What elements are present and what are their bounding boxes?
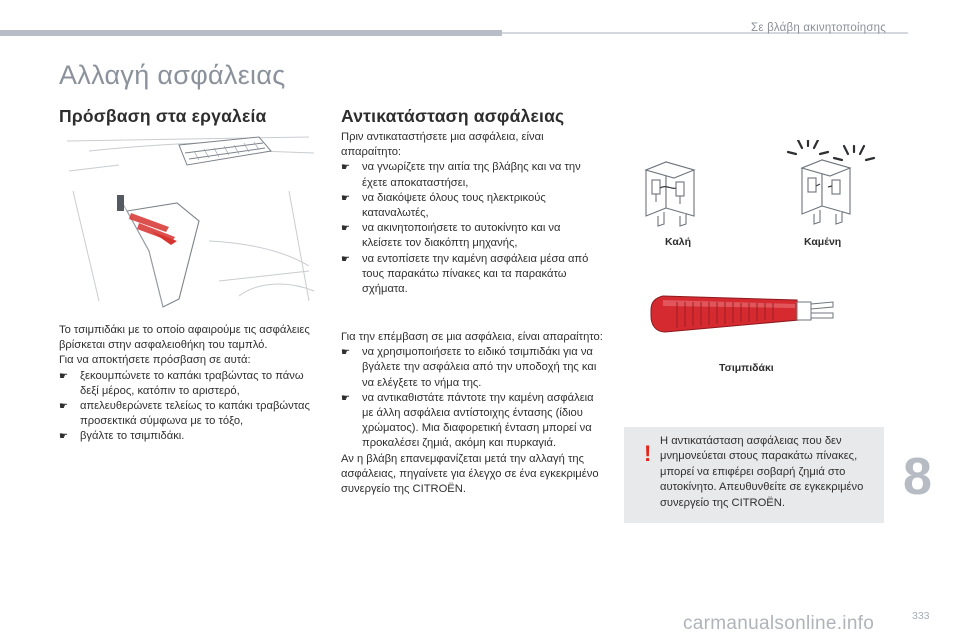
page-title: Αλλαγή ασφάλειας [59,60,286,90]
tweezers-caption: Τσιμπιδάκι [719,362,774,374]
replace-outro: Αν η βλάβη επανεμφανίζεται μετά την αλλαγή της ασφάλειας, πηγαίνετε για έλεγχο σε ένα εγκεκριμένο συνεργείο της CITROËN. [341,452,599,496]
section-heading-replace: Αντικατάσταση ασφάλειας [341,106,565,126]
tools-lead: Για να αποκτήσετε πρόσβαση σε αυτά: [59,354,251,367]
bullet-icon: ☛ [341,253,350,265]
replace-bullet: ☛ να αντικαθιστάτε πάντοτε την καμένη ασφάλεια με άλλη ασφάλεια αντίστοιχης έντασης (ίδιου χρώματος). Μια διαφορετική ένταση μπορεί να προκαλέσει ζημιά, ακόμη και πυρκαγιά. [341,391,603,452]
replace-bullet: ☛ να εντοπίσετε την καμένη ασφάλεια μέσα από τους παρακάτω πίνακες και τα παρακάτω σχήματα. [341,252,601,298]
warning-box [624,427,884,523]
bullet-icon: ☛ [341,162,350,174]
bullet-icon: ☛ [59,370,68,382]
replace-bullet: ☛ να διακόψετε όλους τους ηλεκτρικούς καταναλωτές, [341,191,601,221]
tweezers-illustration [647,280,837,350]
header-bar [0,30,502,36]
exclamation-icon: ! [644,441,652,466]
tools-bullet: ☛ βγάλτε το τσιμπιδάκι. [59,429,315,444]
replace-lead-1: Πριν αντικαταστήσετε μια ασφάλεια, είναι απαραίτητο: [341,131,544,159]
bullet-icon: ☛ [341,223,350,235]
replace-bullet: ☛ να χρησιμοποιήσετε το ειδικό τσιμπιδάκι για να βγάλετε την ασφάλεια από την υποδοχή της και να ελέγξετε το νήμα της. [341,345,603,391]
watermark: carmanualsonline.info [683,613,875,634]
fuse-good-caption: Καλή [665,236,692,248]
replace-lead-2: Για την επέμβαση σε μια ασφάλεια, είναι απαραίτητο: [341,331,603,343]
bullet-icon: ☛ [341,392,350,404]
bullet-icon: ☛ [341,192,350,204]
replace-bullet: ☛ να ακινητοποιήσετε το αυτοκίνητο και να κλείσετε τον διακόπτη μηχανής, [341,221,601,251]
fuse-blown-caption: Καμένη [804,236,842,248]
page-number: 333 [912,610,930,622]
tools-text [59,323,315,445]
tools-bullet: ☛ απελευθερώνετε τελείως το καπάκι τραβώντας προσεκτικά σύμφωνα με το τόξο, [59,399,315,429]
replace-procedure-text [341,330,603,497]
tools-intro: Το τσιμπιδάκι με το οποίο αφαιρούμε τις ασφάλειες βρίσκεται στην ασφαλειοθήκη του ταμπλό. [59,324,310,352]
bullet-icon: ☛ [341,347,350,359]
chapter-number: 8 [903,448,932,506]
bullet-icon: ☛ [59,401,68,413]
replace-bullet: ☛ να γνωρίζετε την αιτία της βλάβης και να την έχετε αποκαταστήσει, [341,160,601,190]
tools-bullet: ☛ ξεκουμπώνετε το καπάκι τραβώντας το πάνω δεξί μέρος, κατόπιν το αριστερό, [59,369,315,399]
bullet-icon: ☛ [59,431,68,443]
section-heading-tools: Πρόσβαση στα εργαλεία [59,106,267,126]
fuse-blown-illustration [786,140,876,230]
warning-text: Η αντικατάσταση ασφάλειας που δεν μνημονεύεται στους παρακάτω πίνακες, μπορεί να επιφέρει σοβαρή ζημιά στο αυτοκίνητο. Απευθυνθείτε σε εγκεκριμένο συνεργείο της CITROËN. [660,435,864,509]
fuse-good-illustration [636,150,714,230]
fusebox-access-illustration [59,131,321,311]
replace-prereq-text [341,130,601,297]
chapter-header: Σε βλάβη ακινητοποίησης [751,22,886,34]
